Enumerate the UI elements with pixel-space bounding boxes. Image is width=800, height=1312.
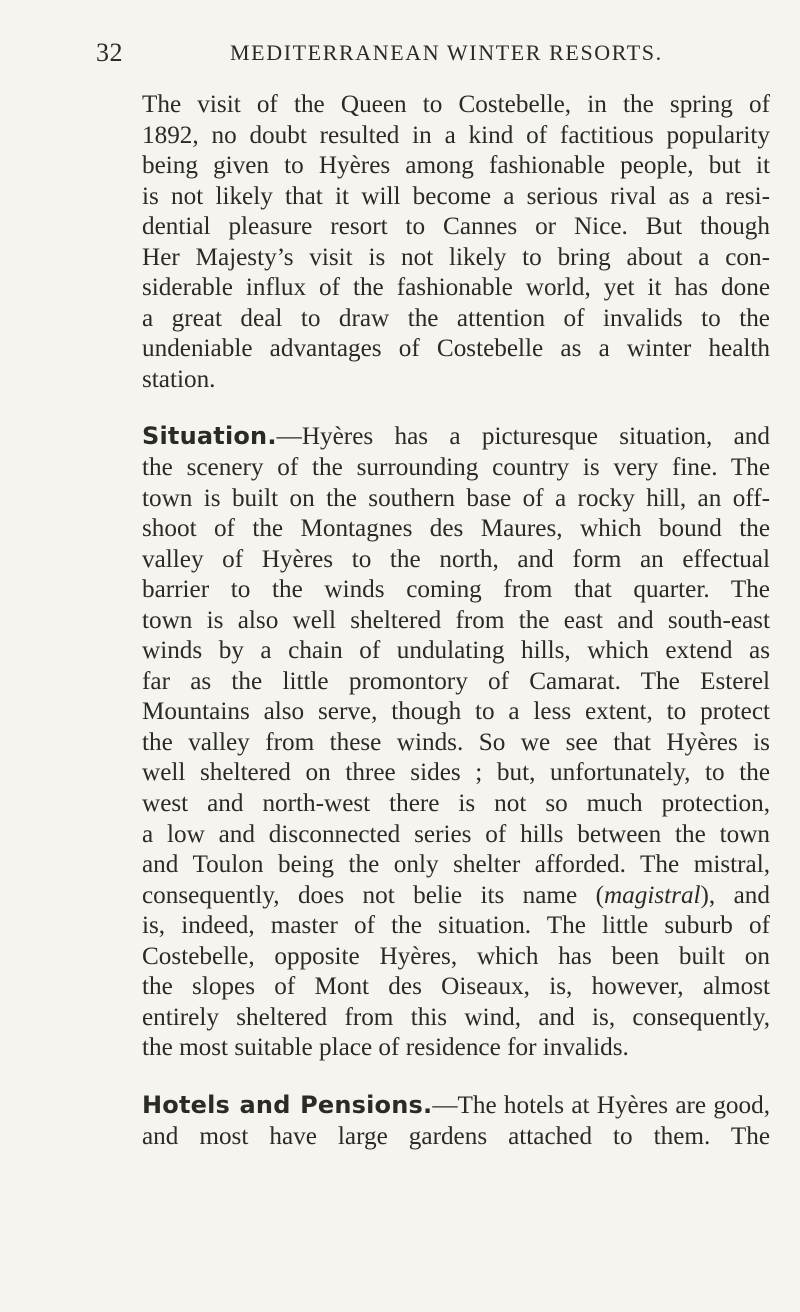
text-line: undeniable advantages of Costebelle as a winter health (142, 335, 770, 363)
running-head: MEDITERRANEAN WINTER RESORTS. (230, 40, 663, 65)
body-text (130, 90, 770, 1152)
text-fragment: consequently, does not belie its name ( (142, 881, 604, 909)
section-heading-hotels: Hotels and Pensions. (142, 1090, 433, 1119)
text-line: Her Majesty’s visit is not likely to bring about a con- (142, 243, 770, 271)
text-line: dential pleasure resort to Cannes or Nice. But though (142, 213, 770, 241)
text-line (142, 881, 770, 912)
text-line: winds by a chain of undulating hills, which extend as (142, 637, 770, 665)
text-line: the valley from these winds. So we see that Hyères is (142, 728, 770, 756)
text-line: and Toulon being the only shelter afforded. The mistral, (142, 851, 770, 879)
text-line (142, 421, 770, 453)
text-line: valley of Hyères to the north, and form an effectual (142, 545, 770, 573)
text-line: the most suitable place of residence for invalids. (142, 1034, 629, 1062)
text-line: barrier to the winds coming from that quarter. The (142, 576, 770, 604)
text-fragment: ), and (700, 881, 770, 909)
text-line: The visit of the Queen to Costebelle, in the spring of (142, 91, 770, 118)
text-line: 1892, no doubt resulted in a kind of factitious popularity (142, 121, 770, 149)
text-line: shoot of the Montagnes des Maures, which bound the (142, 515, 770, 543)
section-heading-situation: Situation. (142, 422, 277, 451)
text-line: is not likely that it will become a serious rival as a resi- (142, 182, 770, 210)
text-line: is, indeed, master of the situation. The little suburb of (142, 912, 770, 940)
text-line: far as the little promontory of Camarat. The Esterel (142, 667, 770, 695)
text-fragment: —The hotels at Hyères are good, (432, 1091, 770, 1119)
text-line: entirely sheltered from this wind, and is, consequently, (142, 1003, 770, 1031)
text-line: town is built on the southern base of a rocky hill, an off- (142, 484, 770, 512)
text-line: the scenery of the surrounding country is very fine. The (142, 454, 770, 482)
italic-term: magistral (603, 881, 701, 909)
text-line: and most have large gardens attached to them. The (142, 1122, 770, 1150)
text-line: well sheltered on three sides ; but, unfortunately, to the (142, 759, 770, 787)
paragraph-costebelle (130, 90, 770, 395)
text-line: being given to Hyères among fashionable people, but it (142, 152, 770, 180)
page-number: 32 (96, 38, 123, 67)
text-line (142, 1090, 770, 1122)
text-line: Costebelle, opposite Hyères, which has been built on (142, 942, 770, 970)
text-line: the slopes of Mont des Oiseaux, is, however, almost (142, 973, 770, 1001)
text-line: Mountains also serve, though to a less extent, to protect (142, 698, 770, 726)
text-line: town is also well sheltered from the east and south-east (142, 606, 770, 634)
paragraph-hotels (130, 1090, 770, 1152)
text-line: west and north-west there is not so much protection, (142, 790, 770, 818)
text-line: a great deal to draw the attention of invalids to the (142, 304, 770, 332)
text-line: a low and disconnected series of hills between the town (142, 820, 770, 848)
text-line: siderable influx of the fashionable world, yet it has done (142, 274, 770, 302)
page-header (96, 38, 716, 78)
paragraph-situation (130, 421, 770, 1063)
text-line: station. (142, 365, 216, 393)
text-fragment: —Hyères has a picturesque situation, and (276, 423, 770, 451)
